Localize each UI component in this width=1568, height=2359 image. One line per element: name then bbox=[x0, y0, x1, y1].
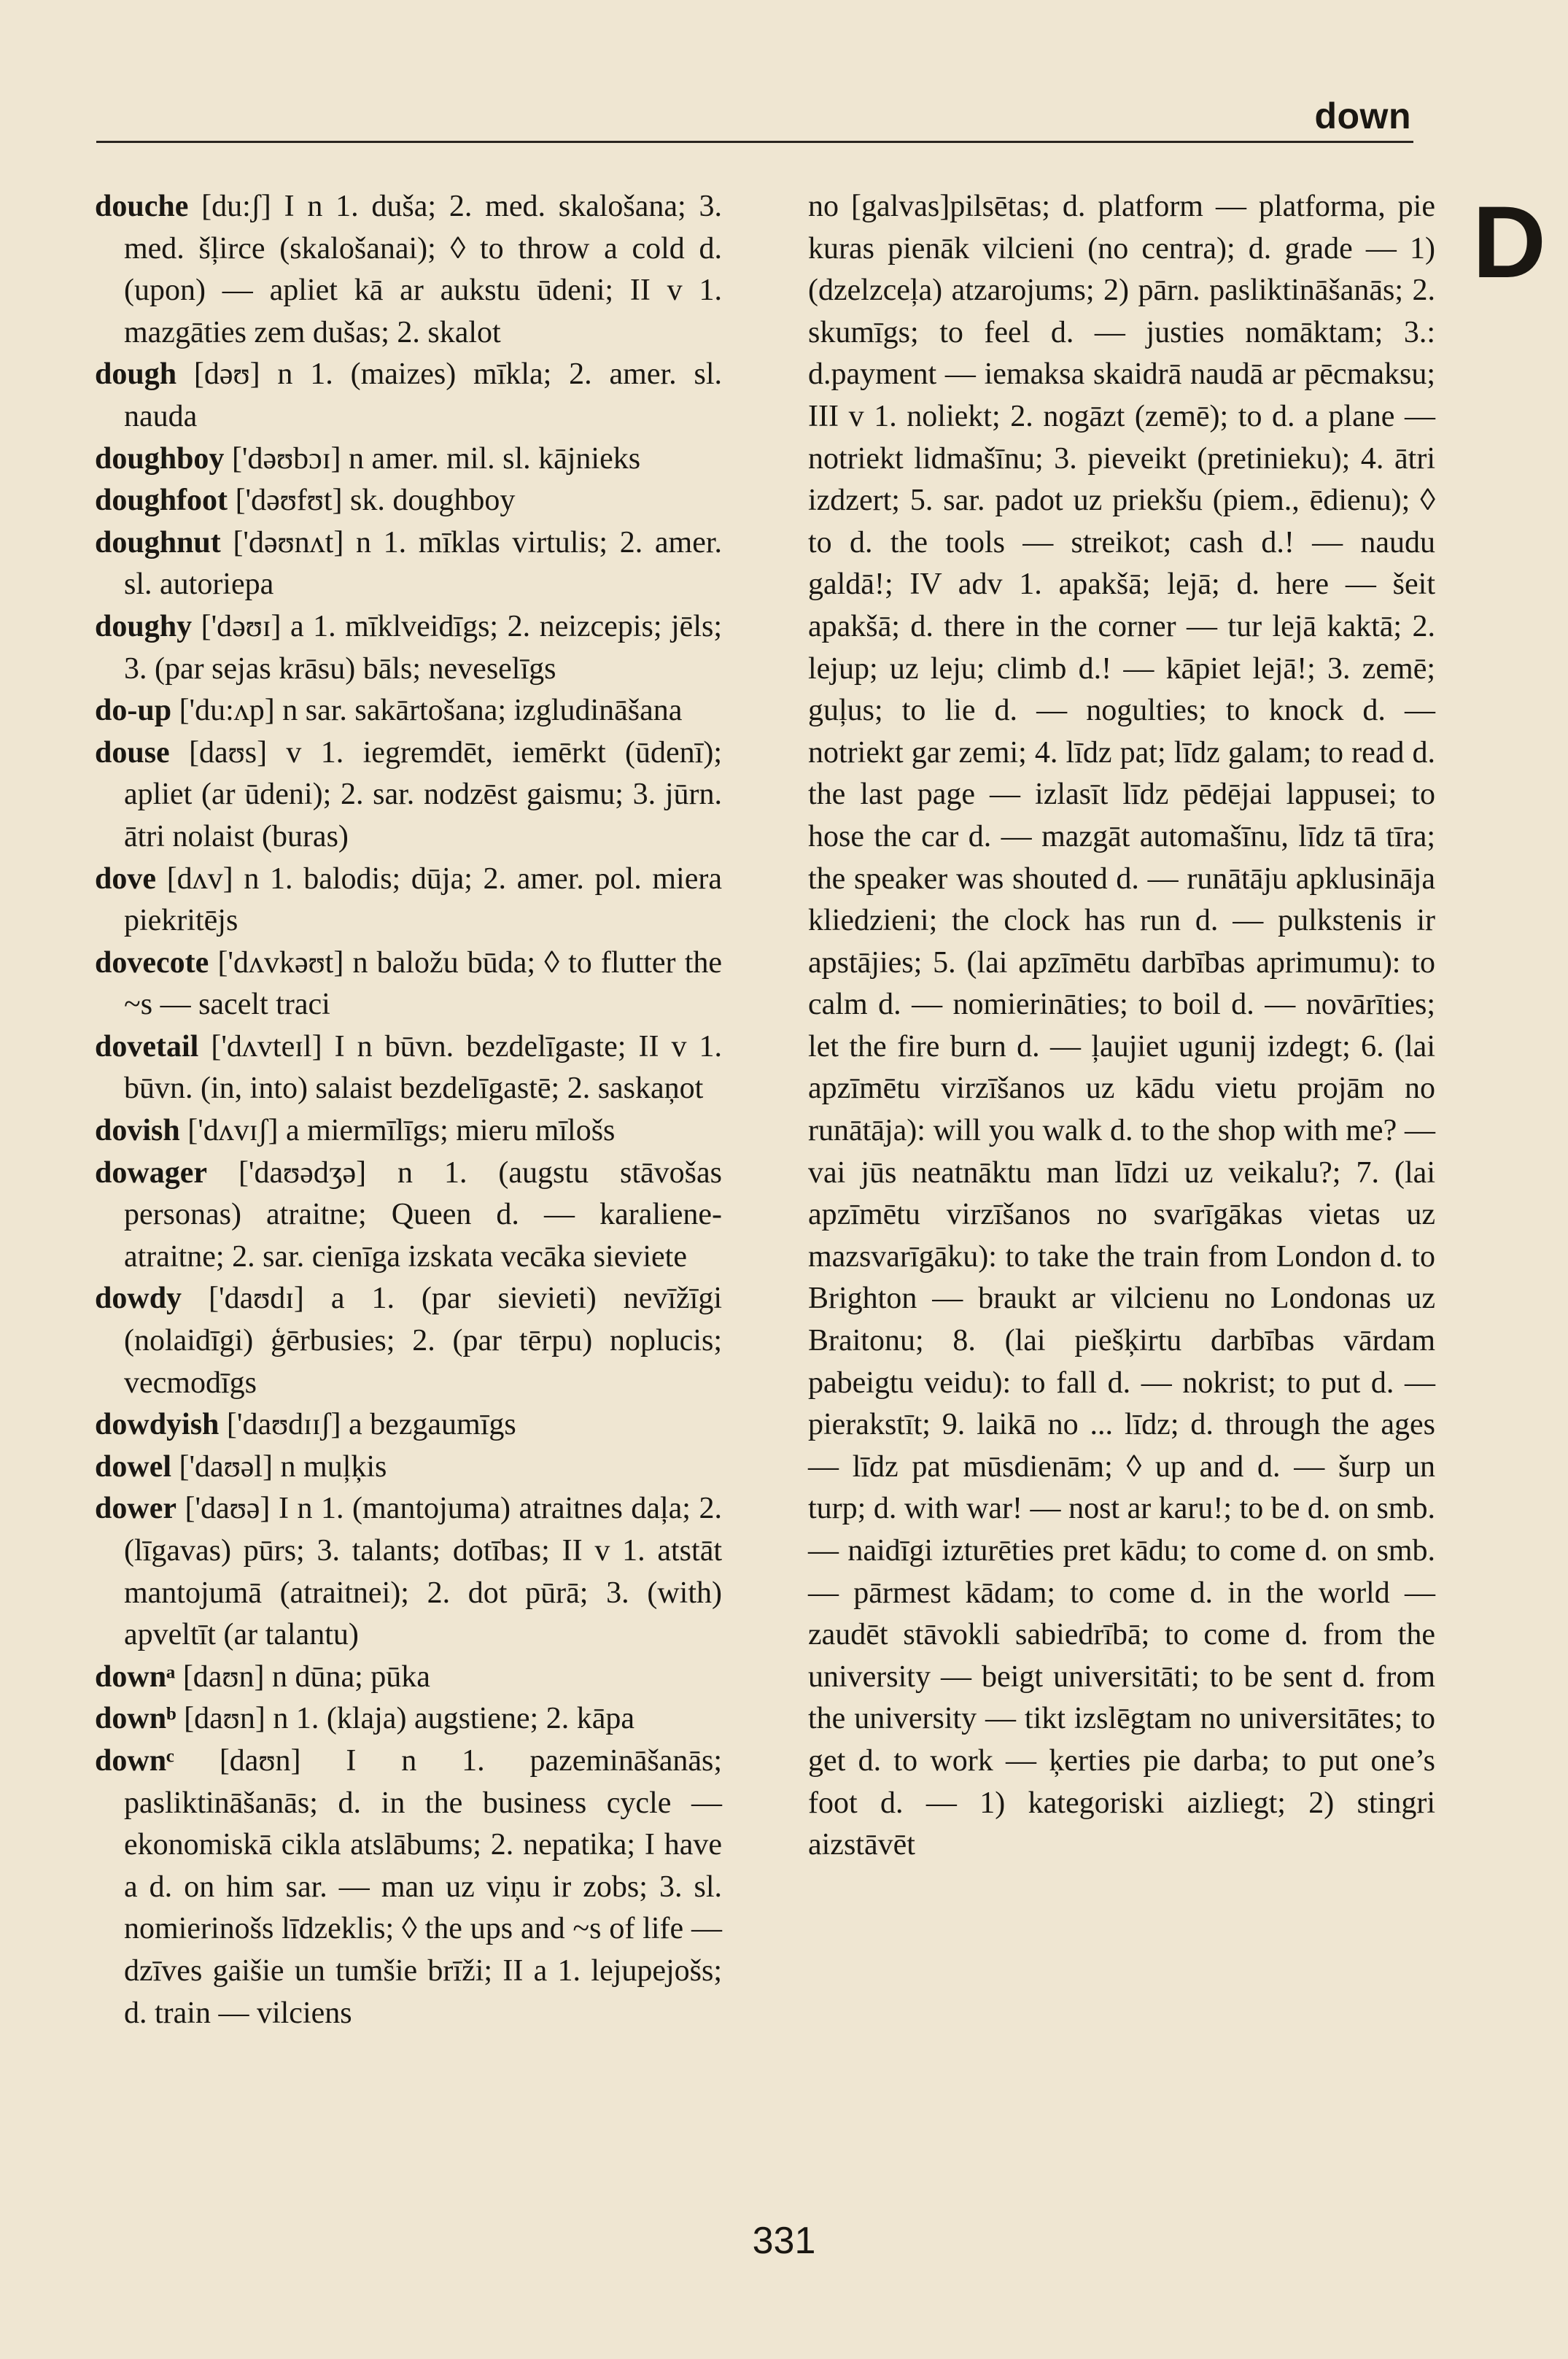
entry-headword: dovetail bbox=[95, 1029, 199, 1064]
dictionary-entry bbox=[95, 1488, 722, 1656]
entry-definition: a bezgaumīgs bbox=[341, 1408, 516, 1442]
entry-definition: sk. doughboy bbox=[342, 484, 516, 518]
entry-pronunciation: ['dʌvkəʊt] bbox=[217, 945, 344, 980]
entry-definition: n sar. sakārtošana; izgludināšana bbox=[274, 694, 683, 728]
dictionary-entry bbox=[95, 859, 722, 942]
left-column bbox=[95, 186, 722, 2034]
right-column bbox=[808, 186, 1435, 1867]
entry-headword: dower bbox=[95, 1492, 176, 1526]
dictionary-entry bbox=[95, 1278, 722, 1404]
entry-pronunciation: [dʌv] bbox=[166, 861, 233, 896]
entry-pronunciation: ['dəʊbɔɪ] bbox=[231, 441, 341, 476]
dictionary-entry bbox=[95, 1153, 722, 1279]
dictionary-entry bbox=[95, 1740, 722, 2034]
dictionary-entry bbox=[95, 1657, 722, 1699]
entry-headword: downᵃ bbox=[95, 1659, 176, 1694]
entry-headword: doughy bbox=[95, 609, 193, 643]
entry-pronunciation: [daʊn] bbox=[184, 1702, 265, 1736]
entry-definition: no [galvas]pilsētas; d. platform — platforma, pie kuras pienāk vilcieni (no centra); d. grade — 1) (dzelzceļa) atzarojums; 2) pārn. pasliktināšanās; 2. skumīgs; to feel d. — justies nomāktam; 3.: d.payment — iemaksa skaidrā naudā ar pēcmaksu; III v 1. noliekt; 2. nogāzt (zemē); to d. a plane — notriekt lidmašīnu; 3. pieveikt (pretinieku); 4. ātri izdzert; 5. sar. padot uz priekšu (piem., ēdienu); ◊ to d. the tools — streikot; cash d.! — naudu galdā!; IV adv 1. apakšā; lejā; d. here — šeit apakšā; d. there in the corner — tur lejā kaktā; 2. lejup; uz leju; climb d.! — kāpiet lejā!; 3. zemē; guļus; to lie d. — nogulties; to knock d. — notriekt gar zemi; 4. līdz pat; līdz galam; to read d. the last page — izlasīt līdz pēdējai lappusei; to hose the car d. — mazgāt automašīnu, līdz tā tīra; the speaker was shouted d. — runātāju apklusināja kliedzieni; the clock has run d. — pulkstenis ir apstājies; 5. (lai apzīmētu darbības aprimumu): to calm d. — nomierināties; to boil d. — novārīties; let the fire burn d. — ļaujiet ugunij izdegt; 6. (lai apzīmētu virzīšanos uz kādu vietu projām no runātāja): will you walk d. to the shop with me? — vai jūs neatnāktu man līdzi uz veikalu?; 7. (lai apzīmētu virzīšanos no svarīgākas vietas uz mazsvarīgāku): to take the train from London d. to Brighton — braukt ar vilcienu no Londonas uz Braitonu; 8. (lai piešķirtu darbības vārdam pabeigtu veidu): to fall d. — nokrist; to put d. — pierakstīt; 9. laikā no ... līdz; d. through the ages — līdz pat mūsdienām; ◊ up and d. — šurp un turp; d. with war! — nost ar karu!; to be d. on smb.— naidīgi izturēties pret kādu; to come d. on smb.— pārmest kādam; to come d. in the world — zaudēt stāvokli sabiedrībā; to come d. from the university — beigt universitāti; to be sent d. from the university — tikt izslēgtam no universitātes; to get d. to work — ķerties pie darba; to put one’s foot d. — 1) kategoriski aizliegt; 2) stingri aizstāvēt bbox=[808, 190, 1435, 1862]
dictionary-entry bbox=[808, 186, 1435, 1867]
dictionary-entry bbox=[95, 1110, 722, 1153]
entry-headword: dovish bbox=[95, 1114, 180, 1148]
entry-headword: douse bbox=[95, 735, 170, 770]
dictionary-entry bbox=[95, 732, 722, 859]
entry-definition: a 1. mīklveidīgs; 2. neizcepis; jēls; 3. (par sejas krāsu) bāls; neveselīgs bbox=[124, 609, 722, 686]
entry-pronunciation: ['daʊədʒə] bbox=[238, 1155, 367, 1190]
entry-definition: n baložu būda; ◊ to flutter the ~s — sacelt traci bbox=[124, 945, 722, 1022]
dictionary-entry bbox=[95, 354, 722, 438]
entry-pronunciation: [daʊn] bbox=[182, 1659, 265, 1694]
entry-definition: n 1. (augstu stāvošas personas) atraitne; Queen d. — karaliene-atraitne; 2. sar. cienīga izskata vecāka sieviete bbox=[124, 1155, 722, 1274]
entry-definition: n amer. mil. sl. kājnieks bbox=[341, 441, 641, 476]
entry-definition: a miermīlīgs; mieru mīlošs bbox=[278, 1114, 616, 1148]
dictionary-entry bbox=[95, 690, 722, 732]
entry-headword: dowel bbox=[95, 1449, 171, 1484]
entry-definition: I n 1. pazemināšanās; pasliktināšanās; d. in the business cycle — ekonomiskā cikla atslābums; 2. nepatika; I have a d. on him sar. — man uz viņu ir zobs; 3. sl. nomierinošs līdzeklis; ◊ the ups and ~s of life — dzīves gaišie un tumšie brīži; II a 1. lejupejošs; d. train — vilciens bbox=[124, 1743, 722, 2030]
entry-headword: dovecote bbox=[95, 945, 209, 980]
entry-headword: dough bbox=[95, 357, 177, 392]
entry-pronunciation: ['daʊdɪ] bbox=[209, 1282, 304, 1316]
entry-headword: downᵇ bbox=[95, 1702, 176, 1736]
entry-headword: douche bbox=[95, 190, 189, 223]
dictionary-entry bbox=[95, 522, 722, 606]
entry-pronunciation: ['dəʊnʌt] bbox=[233, 525, 344, 559]
entry-pronunciation: [du:ʃ] bbox=[201, 190, 271, 223]
entry-headword: do-up bbox=[95, 694, 172, 728]
thumb-index-letter: D bbox=[1472, 185, 1546, 299]
entry-headword: doughnut bbox=[95, 525, 221, 559]
entry-definition: n 1. balodis; dūja; 2. amer. pol. miera piekritējs bbox=[124, 861, 723, 938]
entry-pronunciation: ['dəʊfʊt] bbox=[235, 484, 343, 518]
entry-definition: a 1. (par sievieti) nevīžīgi (nolaidīgi) ģērbusies; 2. (par tērpu) noplucis; vecmodīgs bbox=[124, 1282, 722, 1400]
entry-headword: dowdyish bbox=[95, 1408, 220, 1442]
entry-definition: I n 1. duša; 2. med. skalošana; 3. med. šļirce (skalošanai); ◊ to throw a cold d. (upon) — apliet kā ar aukstu ūdeni; II v 1. mazgāties zem dušas; 2. skalot bbox=[124, 190, 723, 349]
entry-definition: I n 1. (mantojuma) atraitnes daļa; 2. (līgavas) pūrs; 3. talants; dotības; II v 1. atstāt mantojumā (atraitnei); 2. dot pūrā; 3. (with) apveltīt (ar talantu) bbox=[124, 1492, 722, 1652]
entry-definition: I n būvn. bezdelīgaste; II v 1. būvn. (in, into) salaist bezdelīgastē; 2. saskaņot bbox=[124, 1029, 723, 1106]
entry-pronunciation: ['daʊə] bbox=[185, 1492, 271, 1526]
dictionary-entry bbox=[95, 480, 722, 522]
entry-pronunciation: [daʊs] bbox=[189, 735, 268, 770]
entry-pronunciation: ['dəʊɪ] bbox=[201, 609, 282, 643]
running-head: down bbox=[1314, 96, 1411, 136]
entry-pronunciation: [dəʊ] bbox=[193, 357, 260, 392]
entry-definition: n 1. (klaja) augstiene; 2. kāpa bbox=[265, 1702, 634, 1736]
dictionary-entry bbox=[95, 1446, 722, 1489]
entry-definition: n dūna; pūka bbox=[264, 1659, 430, 1694]
entry-headword: dove bbox=[95, 861, 156, 896]
entry-headword: downᶜ bbox=[95, 1743, 174, 1778]
entry-pronunciation: ['du:ʌp] bbox=[179, 694, 275, 728]
entry-headword: doughfoot bbox=[95, 484, 228, 518]
dictionary-entry bbox=[95, 438, 722, 481]
entry-headword: doughboy bbox=[95, 441, 225, 476]
dictionary-entry bbox=[95, 942, 722, 1026]
dictionary-entry bbox=[95, 1026, 722, 1110]
entry-pronunciation: ['dʌvteɪl] bbox=[211, 1029, 322, 1064]
header-rule bbox=[96, 141, 1413, 143]
dictionary-entry bbox=[95, 1698, 722, 1740]
entry-pronunciation: ['dʌvɪʃ] bbox=[187, 1114, 279, 1148]
page-number: 331 bbox=[752, 2220, 816, 2262]
entry-pronunciation: [daʊn] bbox=[219, 1743, 301, 1778]
dictionary-entry bbox=[95, 1404, 722, 1446]
entry-definition: n 1. (maizes) mīkla; 2. amer. sl. nauda bbox=[124, 357, 722, 433]
dictionary-entry bbox=[95, 606, 722, 690]
entry-headword: dowdy bbox=[95, 1282, 182, 1316]
entry-headword: dowager bbox=[95, 1155, 207, 1190]
entry-pronunciation: ['daʊdɪɪʃ] bbox=[226, 1408, 341, 1442]
entry-definition: v 1. iegremdēt, iemērkt (ūdenī); apliet (ar ūdeni); 2. sar. nodzēst gaismu; 3. jūrn. ātri nolaist (buras) bbox=[124, 735, 722, 853]
dictionary-entry bbox=[95, 186, 722, 354]
entry-definition: n muļķis bbox=[273, 1449, 387, 1484]
entry-pronunciation: ['daʊəl] bbox=[179, 1449, 273, 1484]
entry-definition: n 1. mīklas virtulis; 2. amer. sl. autoriepa bbox=[124, 525, 723, 602]
